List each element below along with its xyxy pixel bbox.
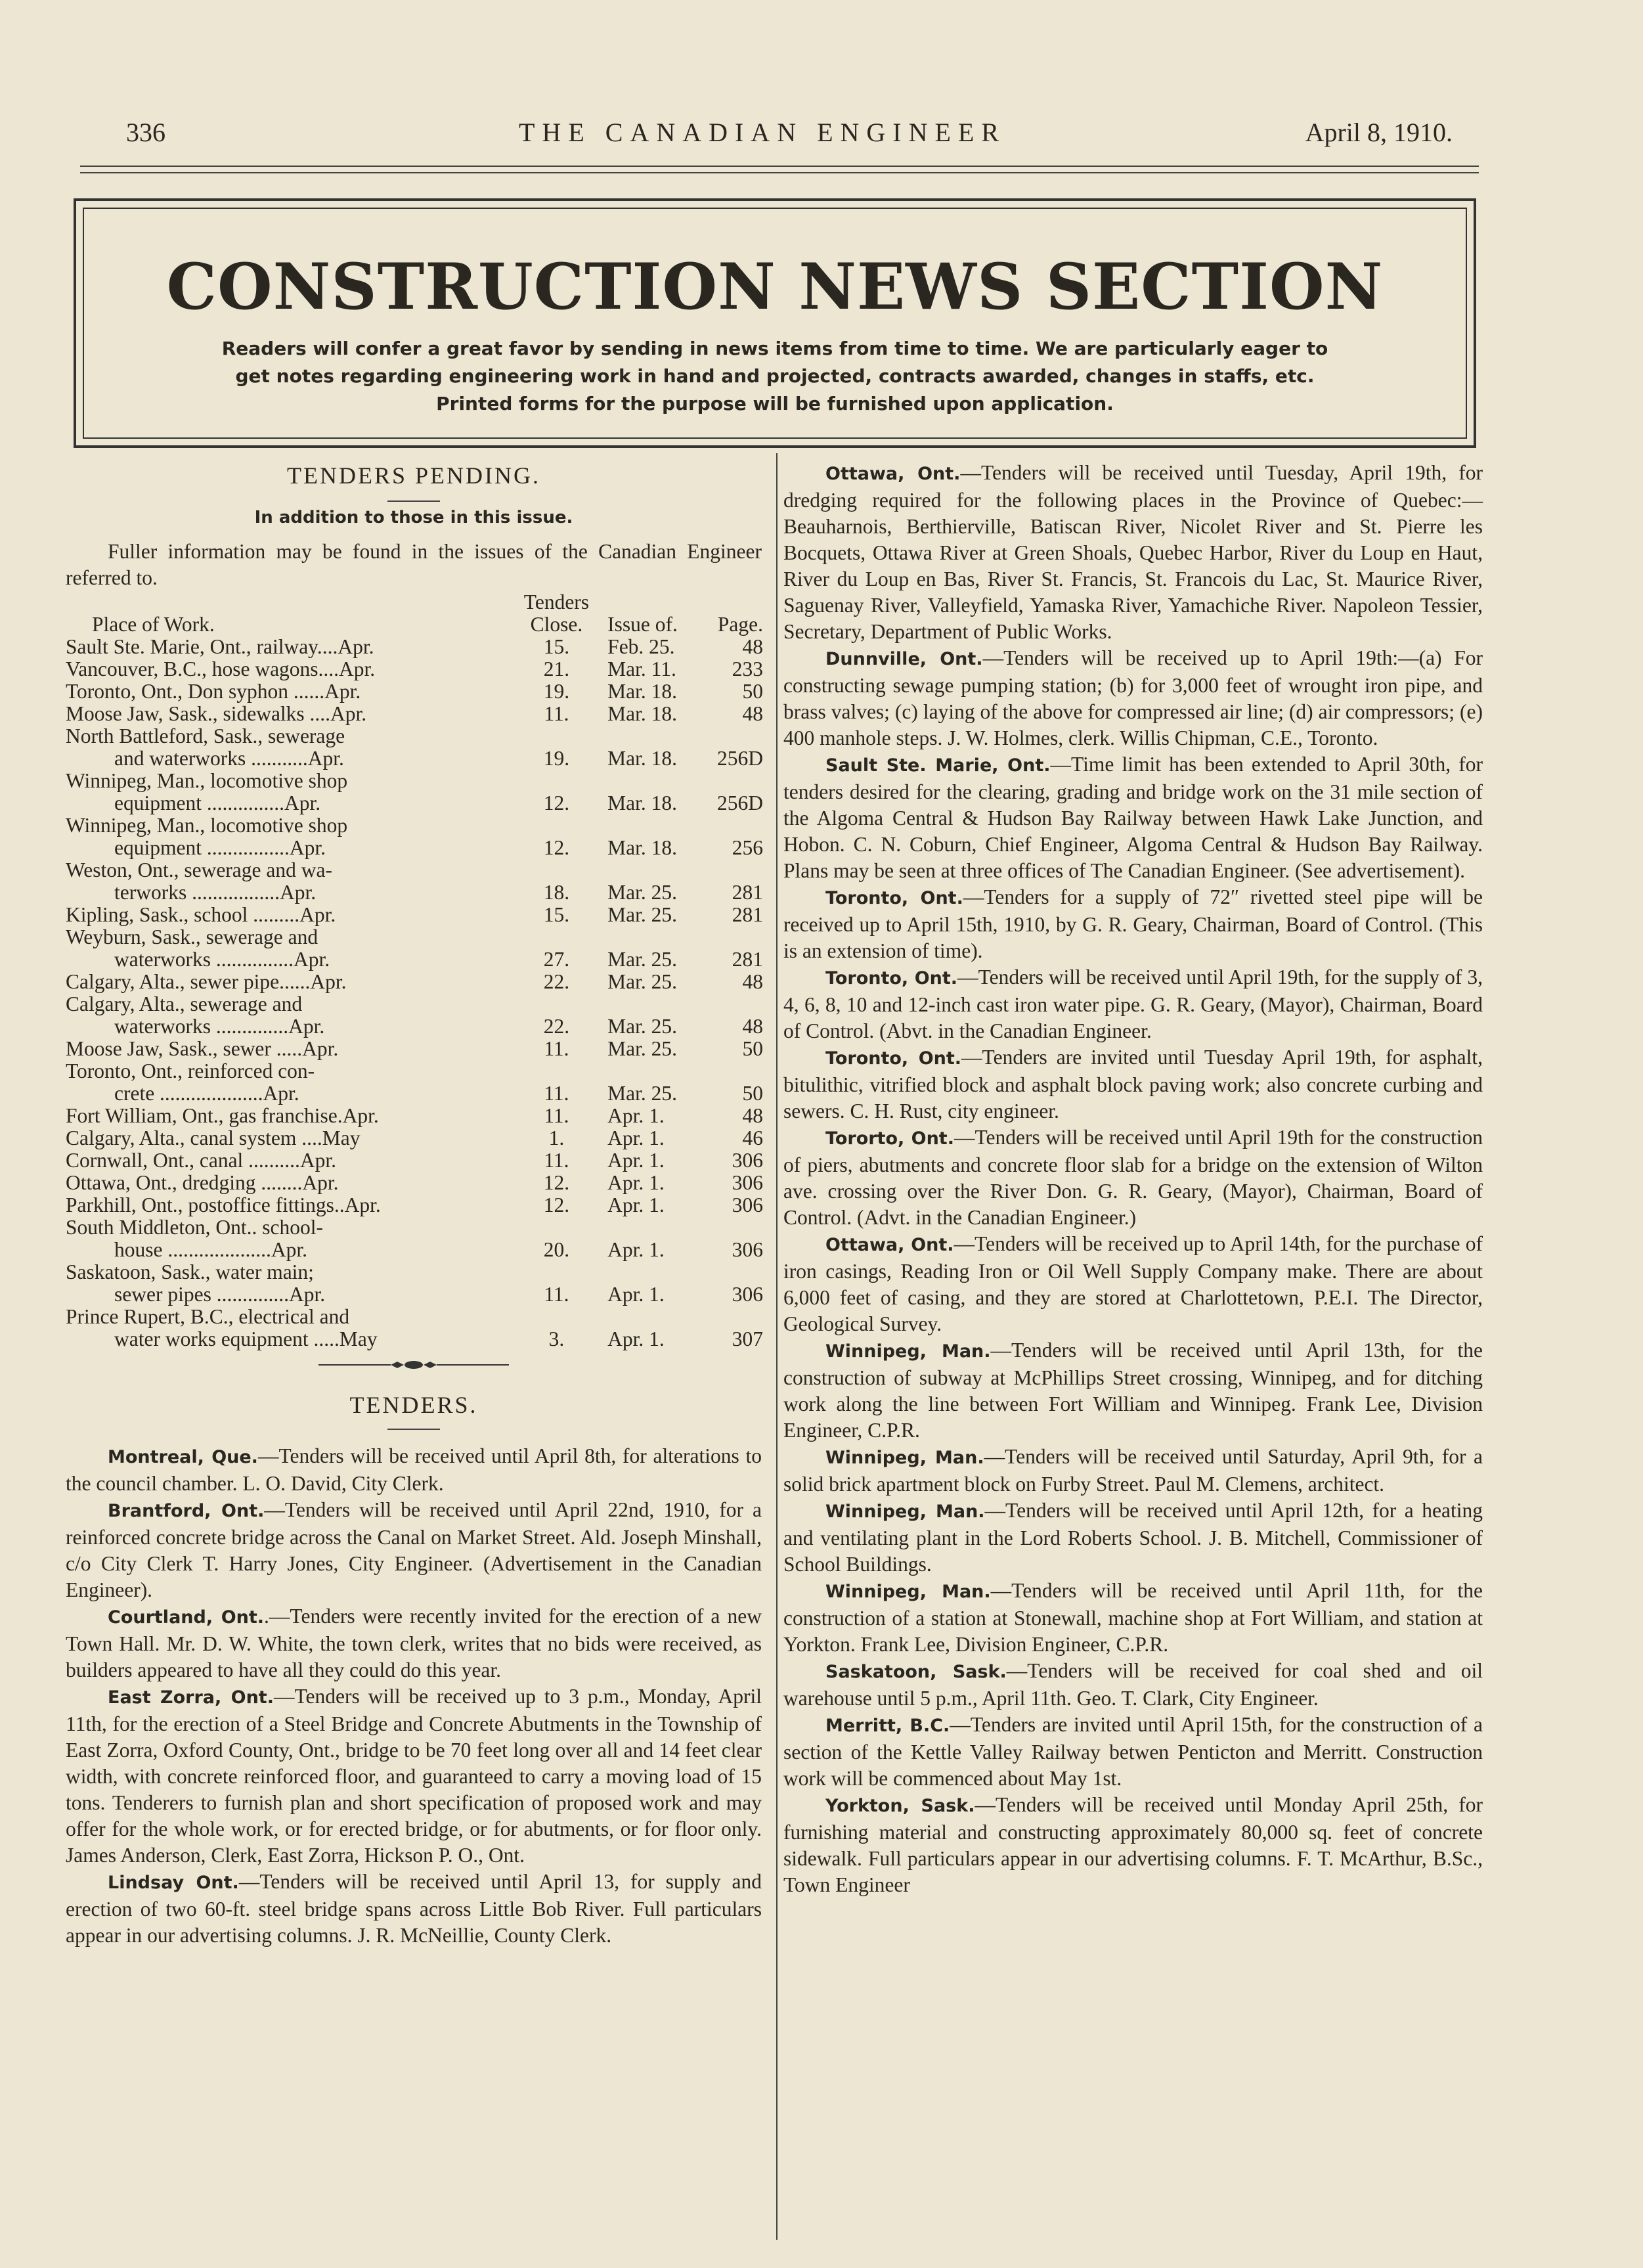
- pending-row: [66, 792, 763, 814]
- pending-row: [66, 881, 763, 904]
- pending-page: 281: [732, 948, 763, 971]
- tender-text: —Tenders are invited until Tuesday April 19th, for asphalt, bitulithic, vitrified block and asphalt block paving work; also concrete curbing and sewers. C. H. Rust, city engineer.: [783, 1046, 1483, 1123]
- pending-page: 306: [732, 1193, 763, 1216]
- pending-heading: TENDERS PENDING.: [287, 462, 540, 489]
- header-rule: [80, 166, 1479, 167]
- tender-place: Winnipeg, Man.: [825, 1341, 991, 1362]
- pending-place: Moose Jaw, Sask., sidewalks ....Apr.: [66, 703, 367, 725]
- tender-item: [783, 460, 1483, 645]
- pending-row: [66, 747, 763, 770]
- pending-page: 256D: [717, 747, 763, 770]
- tender-text: —Tenders will be received until Tuesday, April 19th, for dredging required for the following places in the Province of Quebec:—Beauharnois, Berthierville, Batiscan River, Nicolet River and St. Pierre les Bocquets, Ottawa River at Green Shoals, Quebec Harbor, River du Loup en Haut, River du Loup en Bas, River St. Francis, St. Francois du Lac, St. Maurice River, Saguenay River, Valleyfield, Yamaska River, Yamachiche River. Napoleon Tessier, Secretary, Department of Public Works.: [783, 461, 1483, 643]
- pending-close: 12.: [543, 1171, 570, 1194]
- pending-place: Ottawa, Ont., dredging ........Apr.: [66, 1172, 339, 1194]
- pending-page: 306: [732, 1149, 763, 1172]
- pending-intro: Fuller information may be found in the issues of the Canadian Engineer referred to.: [66, 540, 762, 589]
- col-head-close: Close.: [530, 613, 583, 636]
- tender-place: Montreal, Que.: [108, 1447, 258, 1467]
- pending-issue: Apr. 1.: [607, 1171, 665, 1194]
- tender-text: —Tenders will be received until Monday April 25th, for furnishing material and constructing approximately 80,000 sq. feet of concrete sidewalk. Full particulars appear in our advertising columns. F. T. McArthur, B.Sc., Town Engineer: [783, 1793, 1483, 1896]
- pending-close: 27.: [543, 948, 570, 971]
- tender-place: East Zorra, Ont.: [108, 1687, 274, 1708]
- pending-issue: Mar. 25.: [607, 948, 678, 971]
- pending-issue: Mar. 18.: [607, 680, 678, 703]
- pending-issue: Apr. 1.: [607, 1327, 665, 1350]
- banner-notice-line: Readers will confer a great favor by sending in news items from time to time. We are particularly eager to: [221, 338, 1328, 359]
- pending-row: [66, 680, 763, 703]
- news-banner: [74, 198, 1476, 448]
- tender-item: [783, 964, 1483, 1044]
- pending-place: Calgary, Alta., sewerage and: [66, 993, 303, 1015]
- pending-row: [66, 1261, 763, 1283]
- tender-item: [66, 1603, 762, 1683]
- pending-page: 256D: [717, 791, 763, 814]
- pending-place: Moose Jaw, Sask., sewer .....Apr.: [66, 1038, 339, 1060]
- pending-row: [66, 1328, 763, 1350]
- pending-close: 11.: [544, 1037, 569, 1060]
- tender-item: [783, 884, 1483, 964]
- pending-close: 12.: [543, 791, 570, 814]
- tender-item: [783, 1124, 1483, 1231]
- tender-place: Yorkton, Sask.: [825, 1796, 975, 1816]
- pending-close: 19.: [543, 747, 570, 770]
- pending-page: 233: [732, 657, 763, 680]
- pending-place: terworks .................Apr.: [114, 881, 317, 904]
- tender-text: —Tenders will be received until April 13th, for the construction of subway at McPhillips Street crossing, Winnipeg, and for ditching work along the line between Fort William and Winnipeg. Frank Lee, Division Engineer, C.P.R.: [783, 1339, 1483, 1442]
- pending-row: [66, 948, 763, 971]
- tender-place: Sault Ste. Marie, Ont.: [825, 755, 1051, 776]
- tender-item: [783, 1498, 1483, 1578]
- pending-place: Winnipeg, Man., locomotive shop: [66, 770, 348, 792]
- pending-row: [66, 837, 763, 859]
- pending-place: Saskatoon, Sask., water main;: [66, 1261, 314, 1283]
- pending-row: [66, 1306, 763, 1328]
- pending-place: waterworks ..............Apr.: [114, 1015, 325, 1038]
- pending-row: [66, 1216, 763, 1239]
- pending-close: 11.: [544, 702, 569, 725]
- pending-row: [66, 904, 763, 926]
- pending-row: [66, 926, 763, 948]
- pending-row: [66, 1283, 763, 1306]
- pending-issue: Mar. 25.: [607, 881, 678, 904]
- pending-row: [66, 703, 763, 725]
- tender-item: [783, 1444, 1483, 1498]
- pending-close: 12.: [543, 1193, 570, 1216]
- pending-row: [66, 859, 763, 881]
- banner-inner-frame: [83, 208, 1467, 439]
- tender-item: [66, 1443, 762, 1497]
- pending-page: 50: [742, 680, 763, 703]
- tender-place: Winnipeg, Man.: [825, 1582, 991, 1602]
- pending-issue: Mar. 25.: [607, 903, 678, 926]
- pending-row: [66, 770, 763, 792]
- tender-place: Winnipeg, Man.: [825, 1501, 985, 1522]
- pending-close: 11.: [544, 1082, 569, 1105]
- pending-row: [66, 1194, 763, 1216]
- tender-place: Brantford, Ont.: [108, 1501, 265, 1521]
- pending-page: 48: [742, 970, 763, 993]
- tender-text: —Tenders will be received until April 19th, for the supply of 3, 4, 6, 8, 10 and 12-inch cast iron water pipe. G. R. Geary, (Mayor), Chairman, Board of Control. (Abvt. in the Canadian Engineer.: [783, 966, 1483, 1042]
- tender-place: Winnipeg, Man.: [825, 1448, 984, 1468]
- pending-close: 21.: [543, 657, 570, 680]
- pending-issue: Mar. 18.: [607, 791, 678, 814]
- tender-text: —Tenders will be received up to April 14th, for the purchase of iron casings, Reading Iron or Oil Well Supply Company make. There are about 6,000 feet of casing, and they are stored at Charlottetown, P.E.I. The Director, Geological Survey.: [783, 1232, 1483, 1335]
- pending-page: 306: [732, 1238, 763, 1261]
- banner-notice-line: Printed forms for the purpose will be furnished upon application.: [436, 393, 1114, 414]
- pending-row: [66, 636, 763, 658]
- pending-table: [66, 591, 763, 1350]
- pending-place: Fort William, Ont., gas franchise.Apr.: [66, 1105, 379, 1127]
- pending-place: Calgary, Alta., canal system ....May: [66, 1127, 361, 1149]
- pending-issue: Mar. 11.: [607, 657, 676, 680]
- pending-row: [66, 1172, 763, 1194]
- pending-place: Calgary, Alta., sewer pipe......Apr.: [66, 971, 347, 993]
- pending-issue: Mar. 25.: [607, 970, 678, 993]
- section-title: CONSTRUCTION NEWS SECTION: [166, 250, 1384, 324]
- pending-row: [66, 725, 763, 747]
- pending-issue: Apr. 1.: [607, 1104, 665, 1127]
- pending-place: waterworks ...............Apr.: [114, 948, 330, 971]
- tender-text: —Tenders will be received until April 19th for the construction of piers, abutments and concrete floor slab for a bridge on the extension of Wilton ave. crossing over the River Don. G. R. Geary, (Mayor), Chairman, Board of Control. (Advt. in the Canadian Engineer.): [783, 1126, 1483, 1229]
- pending-page: 48: [742, 1015, 763, 1038]
- pending-place: equipment ................Apr.: [114, 837, 326, 859]
- pending-page: 306: [732, 1283, 763, 1306]
- pending-place: water works equipment .....May: [114, 1328, 378, 1350]
- pending-row: [66, 1038, 763, 1060]
- pending-issue: Apr. 1.: [607, 1238, 665, 1261]
- tender-item: [783, 751, 1483, 884]
- pending-issue: Mar. 25.: [607, 1082, 678, 1105]
- banner-notice-line: get notes regarding engineering work in hand and projected, contracts awarded, changes in staffs, etc.: [235, 365, 1315, 387]
- pending-issue: Mar. 25.: [607, 1015, 678, 1038]
- tender-place: Courtland, Ont.: [108, 1607, 265, 1628]
- pending-issue: Mar. 18.: [607, 747, 678, 770]
- col-head-place: Place of Work.: [92, 613, 215, 636]
- pending-place: Toronto, Ont., reinforced con-: [66, 1060, 315, 1082]
- pending-close: 11.: [544, 1104, 569, 1127]
- pending-subheading: In addition to those in this issue.: [254, 508, 573, 527]
- pending-row: [66, 993, 763, 1015]
- tender-place: Lindsay Ont.: [108, 1873, 239, 1893]
- pending-close: 11.: [544, 1283, 569, 1306]
- tenders-heading: TENDERS.: [349, 1392, 478, 1418]
- pending-issue: Apr. 1.: [607, 1126, 665, 1149]
- pending-row: [66, 1149, 763, 1172]
- tender-text: —Tenders will be received until April 22nd, 1910, for a reinforced concrete bridge across the Canal on Market Street. Ald. Joseph Minshall, c/o City Clerk T. Harry Jones, City Engineer. (Advertisement in the Canadian Engineer).: [66, 1498, 762, 1601]
- column-divider: [776, 453, 778, 2240]
- tender-place: Ottawa, Ont.: [825, 464, 961, 484]
- pending-place: Vancouver, B.C., hose wagons....Apr.: [66, 658, 376, 680]
- pending-place: Weston, Ont., sewerage and wa-: [66, 859, 332, 881]
- pending-row: [66, 1105, 763, 1127]
- tender-place: Toronto, Ont.: [825, 968, 958, 989]
- pending-page: 48: [742, 702, 763, 725]
- tenders-left-column: [66, 1443, 762, 1949]
- tender-text: .—Tenders were recently invited for the erection of a new Town Hall. Mr. D. W. White, the town clerk, writes that no bids were received, as builders appeared to have all they could do this year.: [66, 1605, 762, 1681]
- pending-place: Weyburn, Sask., sewerage and: [66, 926, 318, 948]
- tender-text: —Tenders will be received until April 12th, for a heating and ventilating plant in the Lord Roberts School. J. B. Mitchell, Commissioner of School Buildings.: [783, 1499, 1483, 1576]
- pending-place: Toronto, Ont., Don syphon ......Apr.: [66, 680, 361, 703]
- col-head-issue: Issue of.: [607, 613, 678, 636]
- ornamental-divider: [318, 1358, 509, 1375]
- pending-row: [66, 1239, 763, 1261]
- tender-item: [783, 1337, 1483, 1444]
- pending-row: [66, 1015, 763, 1038]
- pending-page: 48: [742, 635, 763, 658]
- tender-place: Saskatoon, Sask.: [825, 1662, 1007, 1682]
- pending-place: Winnipeg, Man., locomotive shop: [66, 814, 348, 837]
- pending-place: and waterworks ...........Apr.: [114, 747, 344, 770]
- pending-close: 15.: [543, 903, 570, 926]
- tender-item: [66, 1497, 762, 1603]
- pending-issue: Apr. 1.: [607, 1193, 665, 1216]
- tender-text: —Tenders will be received up to 3 p.m., Monday, April 11th, for the erection of a Steel Bridge and Concrete Abutments in the Township of East Zorra, Oxford County, Ont., bridge to be 70 feet long over all and 14 feet clear width, with concrete reinforced floor, and guaranteed to carry a moving load of 15 tons. Tenderers to furnish plan and short specification of proposed work and may offer for the whole work, or for erected bridge, or for abutments, or for floor only. James Anderson, Clerk, East Zorra, Hickson P. O., Ont.: [66, 1685, 762, 1867]
- pending-close: 18.: [543, 881, 570, 904]
- pending-page: 50: [742, 1082, 763, 1105]
- pending-place: Parkhill, Ont., postoffice fittings..Apr.: [66, 1194, 381, 1216]
- tender-place: Toronto, Ont.: [825, 888, 963, 908]
- pending-issue: Apr. 1.: [607, 1149, 665, 1172]
- pending-page: 281: [732, 903, 763, 926]
- tender-item: [783, 1658, 1483, 1712]
- tender-item: [783, 1231, 1483, 1337]
- pending-row: [66, 1082, 763, 1105]
- pending-issue: Apr. 1.: [607, 1283, 665, 1306]
- pending-page: 46: [742, 1126, 763, 1149]
- pending-place: house ....................Apr.: [114, 1239, 307, 1261]
- pending-place: Prince Rupert, B.C., electrical and: [66, 1306, 350, 1328]
- tender-text: —Tenders will be received for coal shed and oil warehouse until 5 p.m., April 11th. Geo. T. Clark, City Engineer.: [783, 1659, 1483, 1710]
- pending-row: [66, 1127, 763, 1149]
- pending-close: 1.: [548, 1126, 565, 1149]
- pending-row: [66, 658, 763, 680]
- header-rule: [80, 172, 1479, 173]
- tender-place: Ottawa, Ont.: [825, 1235, 954, 1255]
- tender-text: —Tenders will be received until April 11th, for the construction of a station at Stonewall, machine shop at Fort William, and station at Yorkton. Frank Lee, Division Engineer, C.P.R.: [783, 1579, 1483, 1656]
- tender-place: Tororto, Ont.: [825, 1128, 954, 1149]
- pending-page: 306: [732, 1171, 763, 1194]
- pending-issue: Mar. 18.: [607, 702, 678, 725]
- tender-item: [783, 645, 1483, 751]
- tender-text: —Tenders will be received until April 8th, for alterations to the council chamber. L. O. David, City Clerk.: [66, 1444, 762, 1495]
- pending-close: 11.: [544, 1149, 569, 1172]
- pending-place: Kipling, Sask., school .........Apr.: [66, 904, 336, 926]
- pending-place: South Middleton, Ont.. school-: [66, 1216, 323, 1239]
- pending-close: 22.: [543, 970, 570, 993]
- tender-item: [66, 1869, 762, 1949]
- short-rule: [387, 1429, 440, 1430]
- tender-place: Merritt, B.C.: [825, 1716, 950, 1736]
- pending-close: 22.: [543, 1015, 570, 1038]
- tender-place: Dunnville, Ont.: [825, 649, 983, 669]
- masthead: THE CANADIAN ENGINEER: [519, 118, 1007, 147]
- pending-place: sewer pipes ..............Apr.: [114, 1283, 326, 1306]
- pending-page: 256: [732, 836, 763, 859]
- pending-close: 20.: [543, 1238, 570, 1261]
- pending-page: 281: [732, 881, 763, 904]
- page-number: 336: [126, 118, 165, 147]
- pending-close: 12.: [543, 836, 570, 859]
- col-head-page: Page.: [717, 613, 763, 636]
- tender-item: [783, 1792, 1483, 1898]
- tender-text: —Tenders for a supply of 72″ rivetted steel pipe will be received up to April 15th, 1910, by G. R. Geary, Chairman, Board of Control. (This is an extension of time).: [783, 885, 1483, 962]
- pending-page: 50: [742, 1037, 763, 1060]
- tender-item: [783, 1578, 1483, 1658]
- pending-page: 307: [732, 1327, 763, 1350]
- tender-text: —Tenders will be received until Saturday, April 9th, for a solid brick apartment block on Furby Street. Paul M. Clemens, architect.: [783, 1445, 1483, 1496]
- tenders-right-column: [783, 460, 1483, 1898]
- pending-row: [66, 971, 763, 993]
- pending-issue: Feb. 25.: [607, 635, 675, 658]
- tender-place: Toronto, Ont.: [825, 1048, 962, 1069]
- tender-item: [66, 1683, 762, 1869]
- tender-text: —Tenders are invited until April 15th, for the construction of a section of the Kettle Valley Railway betwen Penticton and Merritt. Construction work will be commenced about May 1st.: [783, 1713, 1483, 1790]
- pending-close: 3.: [548, 1327, 565, 1350]
- pending-place: crete ....................Apr.: [114, 1082, 299, 1105]
- col-head-tenders: Tenders: [523, 590, 590, 613]
- tender-text: —Tenders will be received up to April 19th:—(a) For constructing sewage pumping station; (b) for 3,000 feet of wrought iron pipe, and brass valves; (c) laying of the above for compressed air line; (d) air compressors; (e) 400 manhole steps. J. W. Holmes, clerk. Willis Chipman, C.E., Toronto.: [783, 646, 1483, 749]
- pending-place: Sault Ste. Marie, Ont., railway....Apr.: [66, 636, 374, 658]
- pending-place: equipment ...............Apr.: [114, 792, 321, 814]
- pending-row: [66, 1060, 763, 1082]
- pending-place: North Battleford, Sask., sewerage: [66, 725, 345, 747]
- tender-text: —Tenders will be received until April 13, for supply and erection of two 60-ft. steel bridge spans across Little Bob River. Full particulars appear in our advertising columns. J. R. McNeillie, County Clerk.: [66, 1870, 762, 1947]
- issue-date: April 8, 1910.: [1305, 118, 1453, 147]
- pending-issue: Mar. 25.: [607, 1037, 678, 1060]
- pending-close: 15.: [543, 635, 570, 658]
- pending-issue: Mar. 18.: [607, 836, 678, 859]
- tender-item: [783, 1712, 1483, 1792]
- pending-page: 48: [742, 1104, 763, 1127]
- pending-close: 19.: [543, 680, 570, 703]
- pending-place: Cornwall, Ont., canal ..........Apr.: [66, 1149, 337, 1172]
- short-rule: [387, 500, 440, 502]
- tender-text: —Time limit has been extended to April 30th, for tenders desired for the clearing, grading and bridge work on the 31 mile section of the Algoma Central & Hudson Bay Railway between Hawk Lake Junction, and Hobon. C. N. Coburn, Chief Engineer, Algoma Central & Hudson Bay Railway. Plans may be seen at three offices of The Canadian Engineer. (See advertisement).: [783, 753, 1483, 882]
- tender-item: [783, 1044, 1483, 1124]
- tenders-pending-section: [66, 460, 762, 1434]
- pending-row: [66, 814, 763, 837]
